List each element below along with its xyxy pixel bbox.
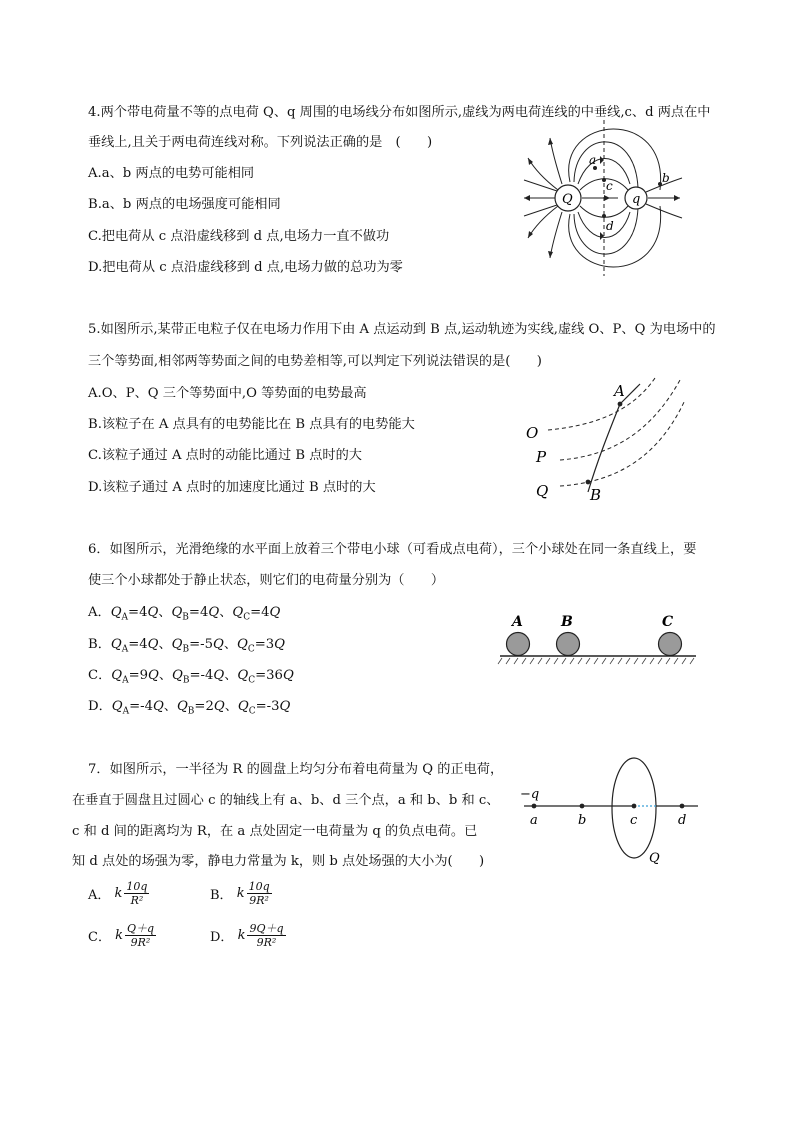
q4-stem-line1: 4.两个带电荷量不等的点电荷 Q、q 周围的电场线分布如图所示,虚线为两电荷连线的中垂线,c、d 两点在中 <box>88 105 711 120</box>
q4-label-d: d <box>606 219 614 233</box>
q4-field-lines-figure <box>520 120 700 280</box>
q5-equipotential-figure <box>520 374 690 504</box>
q4-option-d[interactable]: D.把电荷从 c 点沿虚线移到 d 点,电场力做的总功为零 <box>88 260 403 275</box>
q5-label-Q: Q <box>536 482 549 500</box>
q6-ball-label-B: B <box>561 614 573 630</box>
q7-stem-line1: 7．如图所示，一半径为 R 的圆盘上均匀分布着电荷量为 Q 的正电荷， <box>88 762 504 777</box>
q5-option-a[interactable]: A.O、P、Q 三个等势面中,O 等势面的电势最高 <box>88 386 367 401</box>
q7-option-b[interactable]: B． k $\frac{10q}{\text{9R²}}$ <box>210 880 270 907</box>
q4-label-b: b <box>662 171 670 185</box>
q5-stem-line1: 5.如图所示,某带正电粒子仅在电场力作用下由 A 点运动到 B 点,运动轨迹为实线,虚线 O、P、Q 为电场中的 <box>88 322 716 337</box>
q4-option-a[interactable]: A.a、b 两点的电势可能相同 <box>88 166 255 181</box>
q5-label-A: A <box>614 382 625 400</box>
q7-stem-line4: 知 d 点处的场强为零，静电力常量为 k，则 b 点处场强的大小为( ) <box>72 854 485 869</box>
q4-label-q: q <box>632 192 641 207</box>
q4-stem-line2: 垂线上,且关于两电荷连线对称。下列说法正确的是 ( ) <box>88 135 433 150</box>
q5-label-O: O <box>526 424 539 442</box>
q7-stem-line2: 在垂直于圆盘且过圆心 c 的轴线上有 a、b、d 三个点，a 和 b、b 和 c、 <box>72 793 500 808</box>
q5-label-B: B <box>590 486 602 504</box>
q7-label-b: b <box>578 813 587 828</box>
q7-option-a[interactable]: A． k $\frac{10q}{\text{R²}}$ <box>88 880 148 907</box>
q6-option-b[interactable]: B．$Q_A=4Q$、$Q_B=-5Q$、$Q_C=3Q$ <box>88 637 285 655</box>
q7-option-c[interactable]: C． k $\frac{Q+q}{\text{9R²}}$ <box>88 922 155 949</box>
q5-stem-line2: 三个等势面,相邻两等势面之间的电势差相等,可以判定下列说法错误的是( ) <box>88 354 542 369</box>
q7-disk-figure <box>512 752 712 868</box>
q6-option-c[interactable]: C．$Q_A=9Q$、$Q_B=-4Q$、$Q_C=36Q$ <box>88 668 294 686</box>
q4-option-b[interactable]: B.a、b 两点的电场强度可能相同 <box>88 197 281 212</box>
q7-stem-line3: c 和 d 间的距离均为 R，在 a 点处固定一电荷量为 q 的负点电荷。已 <box>72 824 478 839</box>
q7-label-c: c <box>630 813 638 828</box>
q4-label-c: c <box>606 179 613 193</box>
q7-label-a: a <box>530 813 538 828</box>
q6-ball-label-A: A <box>512 614 523 630</box>
q4-label-a: a <box>589 153 597 167</box>
q7-label-neg-q: −q <box>520 787 540 802</box>
q5-label-P: P <box>536 448 547 466</box>
q6-ball-label-C: C <box>662 614 674 630</box>
q6-stem-line1: 6．如图所示，光滑绝缘的水平面上放着三个带电小球（可看成点电荷），三个小球处在同一条直线上，要 <box>88 542 697 557</box>
q6-balls-figure <box>498 610 698 670</box>
q7-option-d[interactable]: D． k $\frac{9Q+q}{\text{9R²}}$ <box>210 922 284 949</box>
q4-label-Q: Q <box>562 192 573 207</box>
q6-option-d[interactable]: D．$Q_A=-4Q$、$Q_B=2Q$、$Q_C=-3Q$ <box>88 699 291 717</box>
q5-option-b[interactable]: B.该粒子在 A 点具有的电势能比在 B 点具有的电势能大 <box>88 417 415 432</box>
q6-stem-line2: 使三个小球都处于静止状态，则它们的电荷量分别为（ ） <box>88 573 445 588</box>
q7-label-disk-Q: Q <box>649 851 660 866</box>
q5-option-d[interactable]: D.该粒子通过 A 点时的加速度比通过 B 点时的大 <box>88 480 376 495</box>
q7-label-d: d <box>678 813 687 828</box>
q6-option-a[interactable]: A．$Q_A=4Q$、$Q_B=4Q$、$Q_C=4Q$ <box>88 605 281 623</box>
q5-option-c[interactable]: C.该粒子通过 A 点时的动能比通过 B 点时的大 <box>88 448 362 463</box>
q4-option-c[interactable]: C.把电荷从 c 点沿虚线移到 d 点,电场力一直不做功 <box>88 229 390 244</box>
